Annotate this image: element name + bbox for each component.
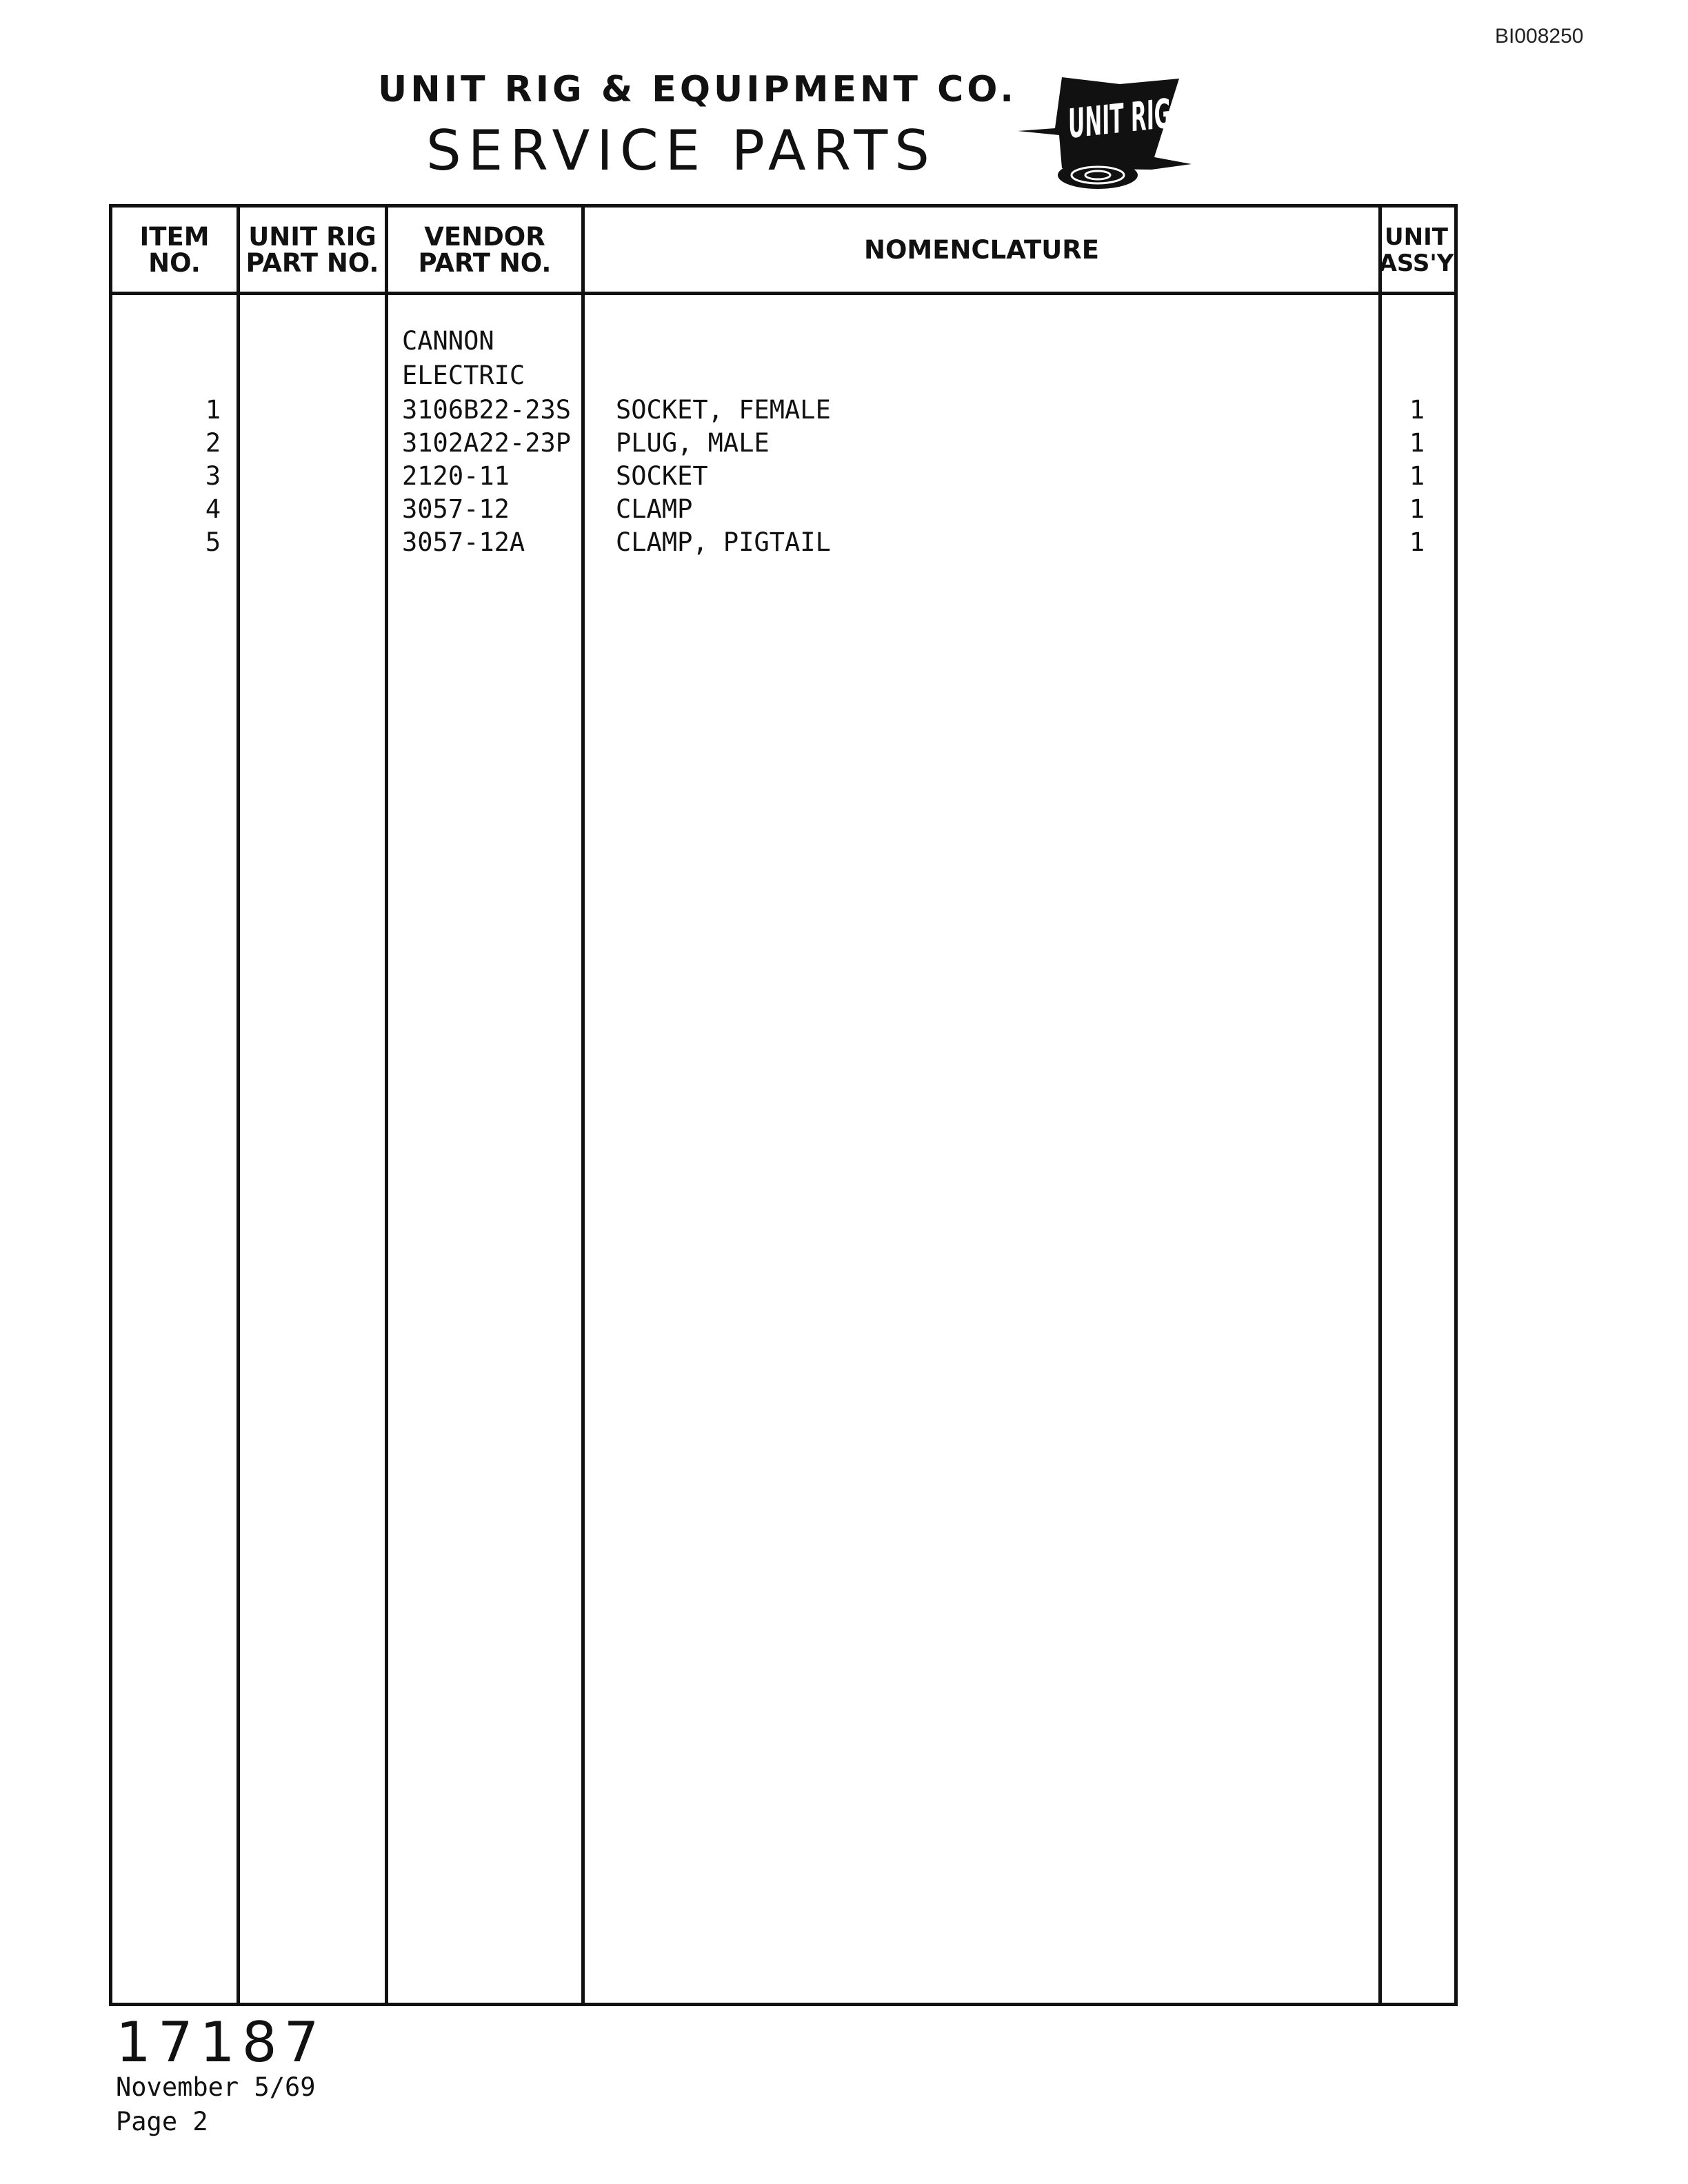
unit-assy-qty: 1: [1409, 395, 1425, 425]
parts-table: [109, 204, 1458, 2006]
unit-assy-qty: 1: [1409, 461, 1425, 491]
header-divider: [112, 292, 1454, 295]
vendor-part-number: 3106B22-23S: [402, 395, 572, 425]
header-unit-rig-part-no: UNIT RIG PART NO.: [245, 222, 379, 278]
item-number: 2: [205, 428, 221, 458]
unit-assy-qty: 1: [1409, 494, 1425, 524]
header-vendor-part-no: VENDOR PART NO.: [418, 222, 552, 278]
header-unit-assy: UNIT ASS'Y: [1378, 223, 1454, 277]
vendor-part-number: 2120-11: [402, 461, 510, 491]
item-number: 4: [205, 494, 221, 524]
unit-assy-qty: 1: [1409, 428, 1425, 458]
vendor-heading-line-1: CANNON: [402, 326, 494, 356]
item-number: 1: [205, 395, 221, 425]
issue-date: November 5/69: [116, 2072, 316, 2102]
logo-text: UNIT RIG: [1065, 79, 1270, 148]
column-divider: [581, 208, 585, 2003]
header-nomenclature: NOMENCLATURE: [863, 235, 1100, 265]
column-divider: [385, 208, 388, 2003]
vendor-part-number: 3057-12: [402, 494, 510, 524]
nomenclature: SOCKET: [616, 461, 708, 491]
item-number: 3: [205, 461, 221, 491]
document-number: 17187: [116, 2010, 326, 2074]
header-item-no: ITEM NO.: [139, 222, 210, 278]
nomenclature: CLAMP: [616, 494, 693, 524]
nomenclature: CLAMP, PIGTAIL: [616, 527, 831, 557]
vendor-heading-line-2: ELECTRIC: [402, 361, 525, 390]
column-divider: [1378, 208, 1382, 2003]
vendor-part-number: 3102A22-23P: [402, 428, 572, 458]
company-name: UNIT RIG & EQUIPMENT CO.: [378, 69, 1018, 110]
unit-rig-logo: [1016, 72, 1270, 196]
nomenclature: SOCKET, FEMALE: [616, 395, 831, 425]
unit-assy-qty: 1: [1409, 527, 1425, 557]
item-number: 5: [205, 527, 221, 557]
document-id: BI008250: [1495, 25, 1584, 48]
page-number: Page 2: [116, 2107, 208, 2136]
vendor-part-number: 3057-12A: [402, 527, 525, 557]
nomenclature: PLUG, MALE: [616, 428, 770, 458]
page-title: SERVICE PARTS: [426, 119, 936, 183]
